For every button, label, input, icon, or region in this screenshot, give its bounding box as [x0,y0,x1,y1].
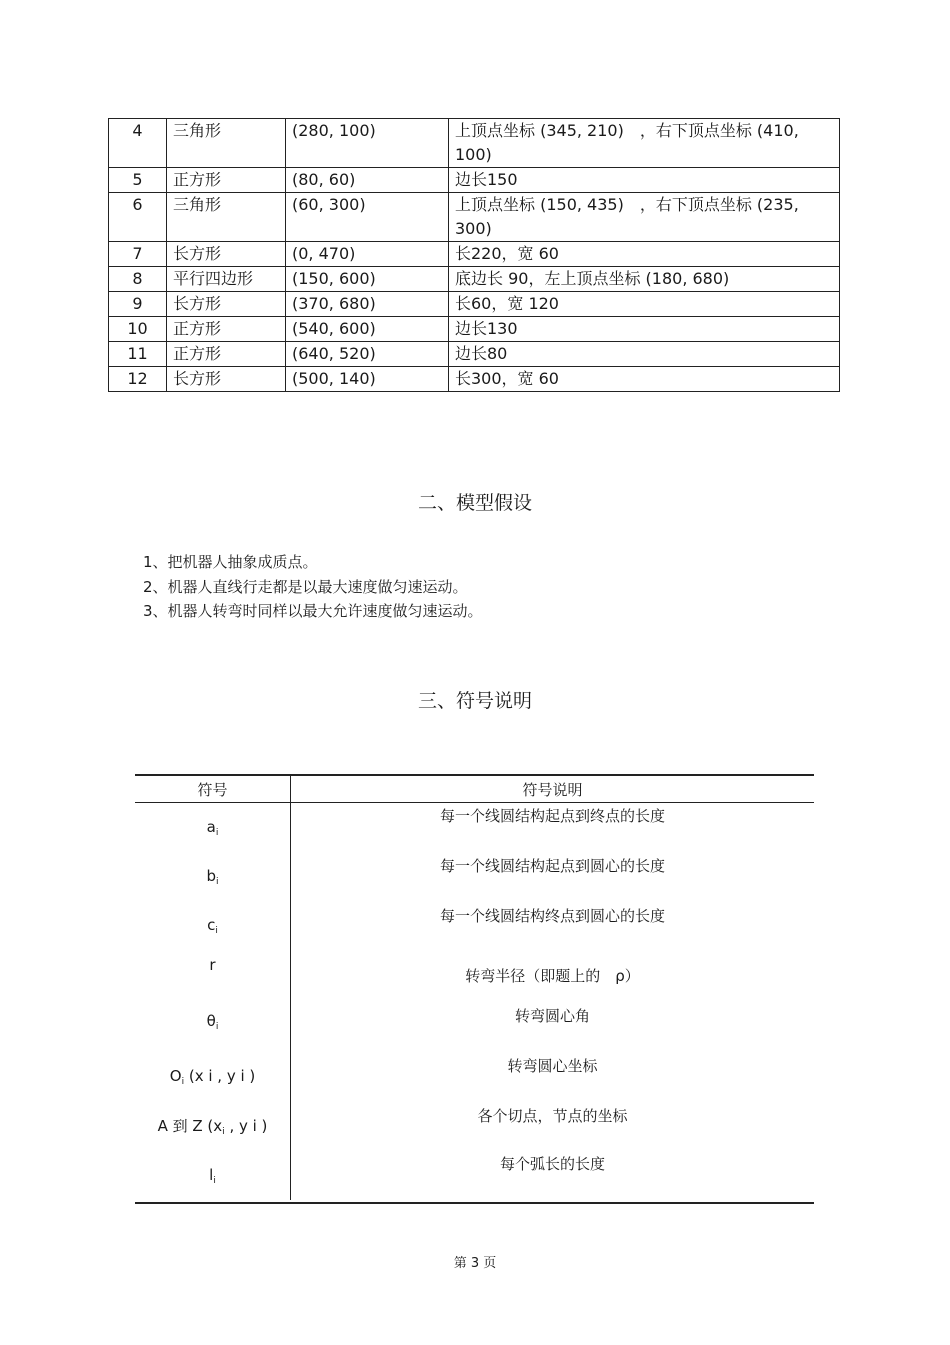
cell-shape: 三角形 [167,119,286,168]
cell-shape: 长方形 [167,367,286,392]
assumption-3: 3、机器人转弯时同样以最大允许速度做匀速运动。 [143,602,483,620]
cell-number: 7 [109,242,167,267]
symbol-subscript: i [181,1077,185,1087]
symbol-suffix: (x i , y i ) [184,1067,256,1085]
symbol-cell [135,818,290,838]
symbol-subscript: i [215,926,218,936]
symbol-meaning: 每一个线圆结构终点到圆心的长度 [439,907,665,925]
section-title-symbols: 三、符号说明 [417,690,532,712]
symbol-subscript: i [213,1176,216,1186]
cell-detail: 上顶点坐标 (150, 435) ，右下顶点坐标 (235, 300) [449,193,840,242]
symbol-text: c [207,916,216,934]
symbol-text: r [209,956,216,974]
cell-coordinate: (60, 300) [286,193,449,242]
header-rule [135,802,814,803]
symbol-meaning: 各个切点，节点的坐标 [477,1107,628,1125]
cell-detail: 上顶点坐标 (345, 210) ，右下顶点坐标 (410, 100) [449,119,840,168]
cell-coordinate: (640, 520) [286,342,449,367]
cell-shape: 长方形 [167,242,286,267]
cell-number: 10 [109,317,167,342]
symbol-cell [135,1166,290,1186]
cell-detail: 长60，宽 120 [449,292,840,317]
header-meaning: 符号说明 [522,781,583,799]
table-row [109,168,840,193]
cell-shape: 正方形 [167,342,286,367]
cell-number: 11 [109,342,167,367]
symbol-text: l [209,1166,214,1184]
cell-shape: 长方形 [167,292,286,317]
cell-coordinate: (370, 680) [286,292,449,317]
cell-number: 6 [109,193,167,242]
symbol-text: O [169,1067,182,1085]
table-row [109,242,840,267]
column-divider [290,776,291,1200]
symbol-text: a [206,818,216,836]
cell-detail: 长300，宽 60 [449,367,840,392]
symbol-text: A 到 Z (x [157,1117,223,1135]
obstacle-table [108,118,840,392]
cell-coordinate: (540, 600) [286,317,449,342]
symbol-meaning: 每一个线圆结构起点到终点的长度 [439,807,665,825]
cell-detail: 长220，宽 60 [449,242,840,267]
symbol-cell [135,867,290,887]
section-title-assumptions: 二、模型假设 [417,492,532,514]
symbol-cell [135,916,290,936]
symbol-suffix: , y i ) [224,1117,268,1135]
cell-detail: 边长130 [449,317,840,342]
cell-coordinate: (150, 600) [286,267,449,292]
symbol-cell [135,1067,290,1087]
symbol-text: θ [206,1012,216,1030]
symbol-meaning: 每一个线圆结构起点到圆心的长度 [439,857,665,875]
table-row [109,119,840,168]
table-row [109,267,840,292]
cell-number: 4 [109,119,167,168]
cell-detail: 边长150 [449,168,840,193]
cell-shape: 平行四边形 [167,267,286,292]
assumption-2: 2、机器人直线行走都是以最大速度做匀速运动。 [143,578,468,596]
symbol-cell [135,1115,290,1137]
symbol-subscript: i [216,877,219,887]
page-number: 第 3 页 [453,1256,497,1271]
cell-detail: 边长80 [449,342,840,367]
symbol-text: b [206,867,216,885]
cell-coordinate: (0, 470) [286,242,449,267]
symbol-cell [135,1012,290,1032]
cell-shape: 正方形 [167,317,286,342]
symbol-subscript: i [222,1127,225,1137]
symbol-subscript: i [215,828,219,838]
symbol-table [135,774,814,1204]
table-row [109,317,840,342]
symbol-meaning: 转弯圆心角 [514,1007,590,1025]
cell-number: 9 [109,292,167,317]
table-row [109,367,840,392]
cell-coordinate: (500, 140) [286,367,449,392]
cell-coordinate: (80, 60) [286,168,449,193]
header-symbol: 符号 [197,781,228,799]
cell-shape: 三角形 [167,193,286,242]
cell-shape: 正方形 [167,168,286,193]
cell-detail: 底边长 90，左上顶点坐标 (180, 680) [449,267,840,292]
symbol-meaning: 转弯半径（即题上的 ρ） [465,967,640,985]
assumption-1: 1、把机器人抽象成质点。 [143,553,318,571]
cell-coordinate: (280, 100) [286,119,449,168]
symbol-meaning: 每个弧长的长度 [499,1155,605,1173]
table-row [109,193,840,242]
symbol-cell [135,956,290,976]
cell-number: 12 [109,367,167,392]
cell-number: 8 [109,267,167,292]
symbol-meaning: 转弯圆心坐标 [507,1057,598,1075]
table-row [109,292,840,317]
table-row [109,342,840,367]
cell-number: 5 [109,168,167,193]
symbol-subscript: i [215,1022,219,1032]
